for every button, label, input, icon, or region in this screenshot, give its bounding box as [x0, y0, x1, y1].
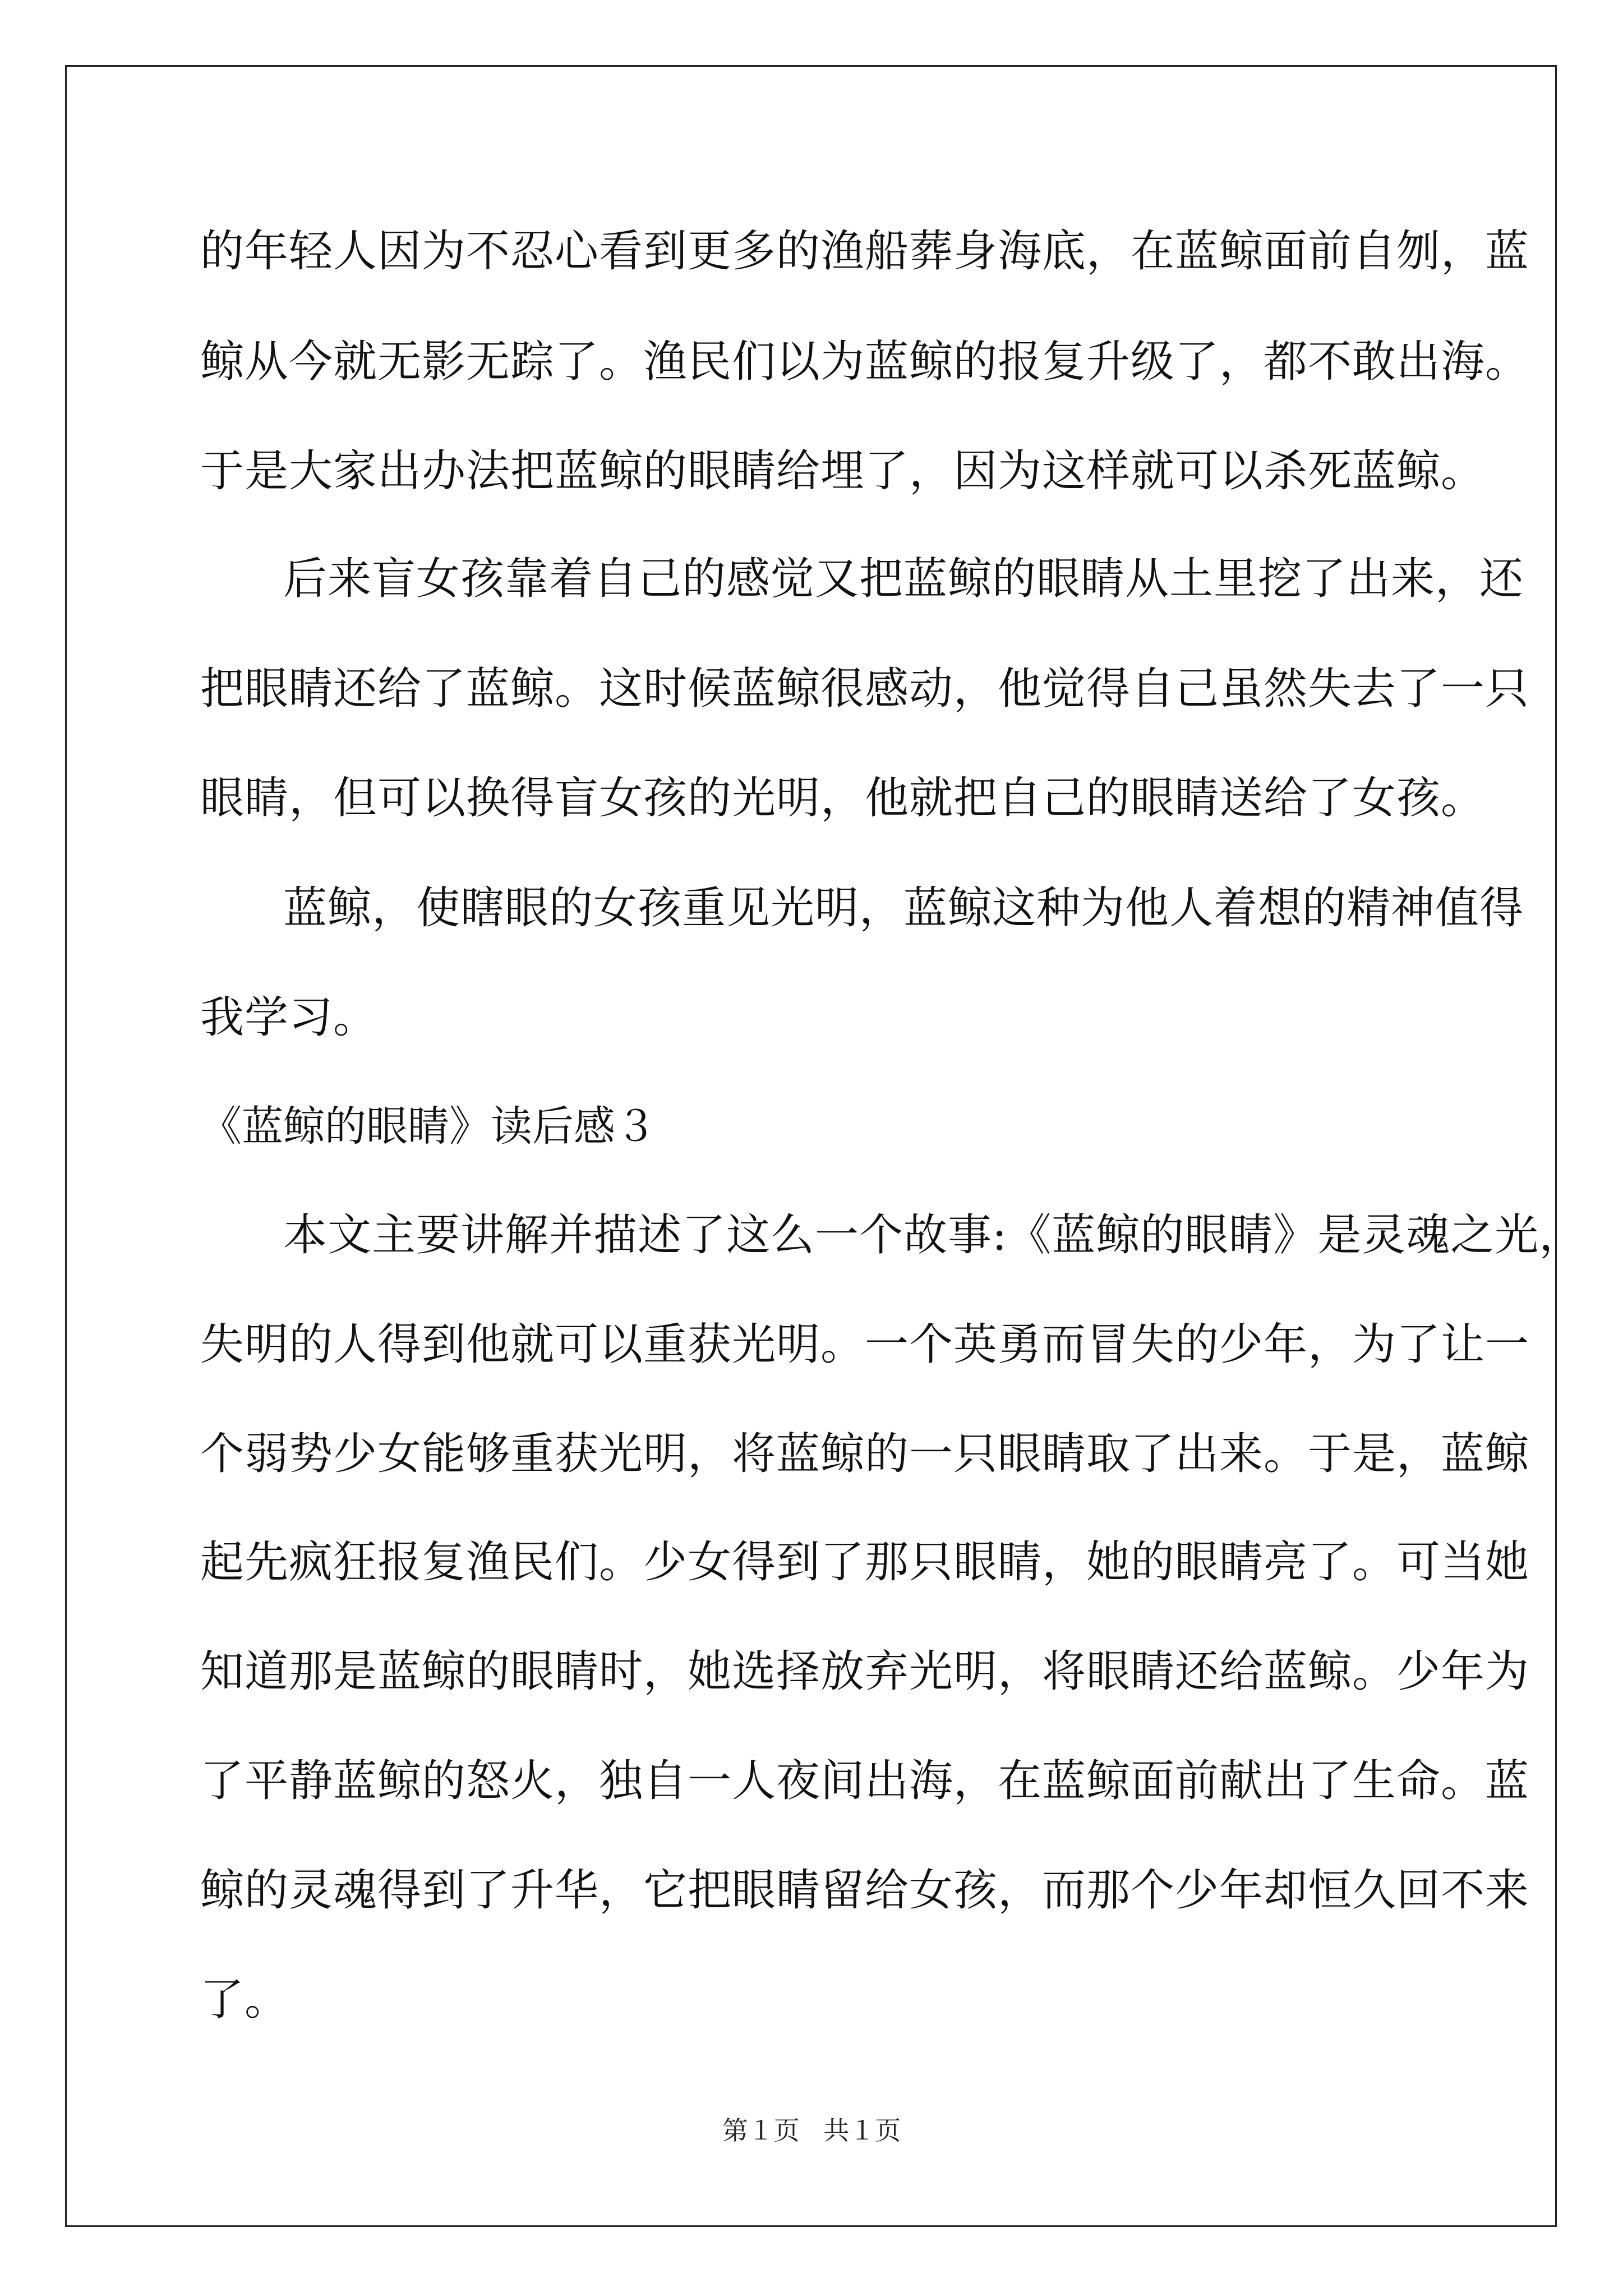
text-line: 眼睛，但可以换得盲女孩的光明，他就把自己的眼睛送给了女孩。	[200, 773, 1486, 823]
page-footer	[0, 2114, 1623, 2147]
page-number: 第１页	[722, 2115, 800, 2146]
paragraph-start-line: 蓝鲸，使瞎眼的女孩重见光明，蓝鲸这种为他人着想的精神值得	[283, 883, 1524, 933]
text-line: 鲸的灵魂得到了升华，它把眼睛留给女孩，而那个少年却恒久回不来	[200, 1865, 1530, 1916]
text-line: 鲸从今就无影无踪了。渔民们以为蓝鲸的报复升级了，都不敢出海。	[200, 337, 1530, 387]
text-line: 于是大家出办法把蓝鲸的眼睛给埋了，因为这样就可以杀死蓝鲸。	[200, 446, 1486, 496]
text-line: 了。	[200, 1975, 289, 2025]
text-line: 知道那是蓝鲸的眼睛时，她选择放弃光明，将眼睛还给蓝鲸。少年为	[200, 1646, 1530, 1697]
text-line: 的年轻人因为不忍心看到更多的渔船葬身海底，在蓝鲸面前自刎，蓝	[200, 226, 1530, 277]
page-total: 共１页	[823, 2115, 901, 2146]
text-line: 起先疯狂报复渔民们。少女得到了那只眼睛，她的眼睛亮了。可当她	[200, 1537, 1530, 1588]
text-line: 把眼睛还给了蓝鲸。这时候蓝鲸很感动，他觉得自己虽然失去了一只	[200, 664, 1530, 714]
text-line: 失明的人得到他就可以重获光明。一个英勇而冒失的少年，为了让一	[200, 1319, 1530, 1370]
text-line: 个弱势少女能够重获光明，将蓝鲸的一只眼睛取了出来。于是，蓝鲸	[200, 1429, 1530, 1479]
paragraph-start-line: 本文主要讲解并描述了这么一个故事:《蓝鲸的眼睛》是灵魂之光，	[283, 1210, 1584, 1260]
text-line: 我学习。	[200, 992, 378, 1043]
section-heading: 《蓝鲸的眼睛》读后感３	[200, 1102, 657, 1151]
paragraph-start-line: 后来盲女孩靠着自己的感觉又把蓝鲸的眼睛从土里挖了出来，还	[283, 554, 1524, 604]
text-line: 了平静蓝鲸的怒火，独自一人夜间出海，在蓝鲸面前献出了生命。蓝	[200, 1756, 1530, 1806]
